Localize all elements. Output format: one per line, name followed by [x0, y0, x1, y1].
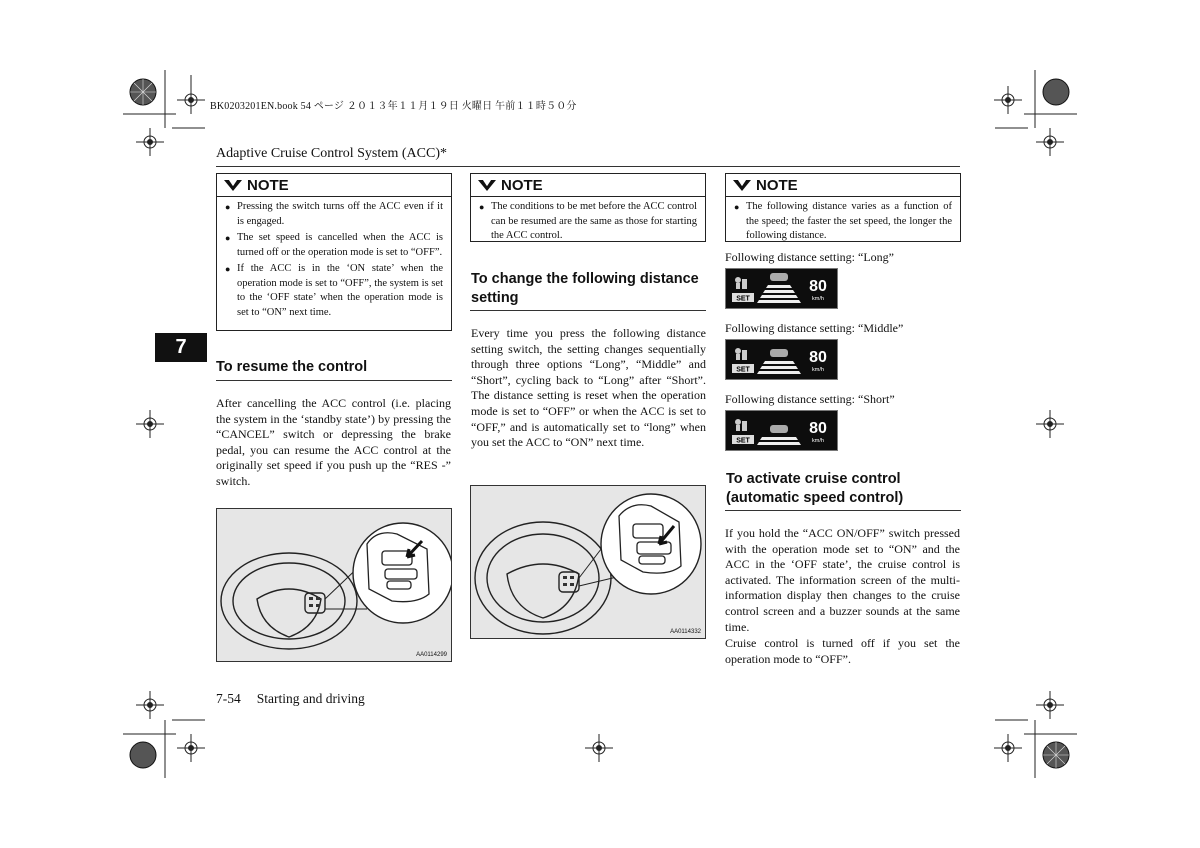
- steering-switch-figure-distance: [470, 485, 706, 639]
- steering-wheel-illustration: [471, 486, 706, 639]
- print-header-meta: BK0203201EN.book 54 ページ ２０１３年１１月１９日 火曜日 午前１１時５０分: [210, 101, 577, 112]
- setting-label-short: Following distance setting: “Short”: [725, 392, 895, 406]
- note-item: ● The following distance varies as a function of the speed; the faster the set speed, the longer the following distance.: [734, 200, 952, 244]
- display-middle: [725, 339, 838, 380]
- chapter-tab: 7: [155, 333, 207, 362]
- note-item: ● The conditions to be met before the ACC control can be resumed are the same as those for starting the ACC control.: [479, 200, 697, 244]
- speed-unit: km/h: [812, 438, 824, 444]
- speed-value: 80: [809, 349, 827, 366]
- heading-rule: [470, 310, 706, 311]
- page-number: 7-54: [216, 691, 241, 706]
- note-icon: [223, 178, 243, 192]
- car-icon: [770, 349, 788, 357]
- acc-display-graphic: [726, 340, 837, 379]
- steering-wheel-illustration: [217, 509, 452, 662]
- set-badge: SET: [736, 366, 750, 374]
- car-icon: [770, 425, 788, 433]
- note-item: ● The set speed is cancelled when the ACC is turned off or the operation mode is set to “OFF”.: [225, 231, 443, 260]
- figure-code: AA0114299: [416, 652, 447, 658]
- chapter-name: Starting and driving: [256, 691, 365, 706]
- set-badge: SET: [736, 295, 750, 303]
- car-icon: [770, 273, 788, 281]
- note-box-col1: [216, 173, 452, 331]
- paragraph-cruise-off: Cruise control is turned off if you set the operation mode to “OFF”.: [725, 636, 960, 666]
- figure-code: AA0114332: [670, 629, 701, 635]
- distance-bars: [757, 285, 801, 303]
- setting-label-middle: Following distance setting: “Middle”: [725, 321, 904, 335]
- note-label: NOTE: [756, 176, 798, 194]
- note-label: NOTE: [501, 176, 543, 194]
- paragraph-activate-cruise: If you hold the “ACC ON/OFF” switch pressed with the operation mode set to “ON” and the ACC in the ‘OFF state’, the cruise control is activated. The information screen of the multi-information display then changes to the cruise control screen and a buzzer sounds at the same time.: [725, 526, 960, 634]
- page-footer: [216, 691, 381, 707]
- heading-activate-cruise: To activate cruise control (automatic speed control): [726, 471, 904, 506]
- speed-unit: km/h: [812, 296, 824, 302]
- distance-bars: [757, 437, 801, 445]
- note-header: [217, 174, 451, 197]
- setting-label-long: Following distance setting: “Long”: [725, 250, 894, 264]
- acc-display-graphic: [726, 269, 837, 308]
- speed-unit: km/h: [812, 367, 824, 373]
- distance-bars: [757, 361, 801, 374]
- note-header: [726, 174, 960, 197]
- note-box-col3: [725, 173, 961, 242]
- heading-rule: [216, 380, 452, 381]
- display-short: [725, 410, 838, 451]
- speed-value: 80: [809, 420, 827, 437]
- note-icon: [477, 178, 497, 192]
- steering-switch-figure-res: [216, 508, 452, 662]
- speed-value: 80: [809, 278, 827, 295]
- note-box-col2: [470, 173, 706, 242]
- note-item: ● Pressing the switch turns off the ACC even if it is engaged.: [225, 200, 443, 229]
- note-icon: [732, 178, 752, 192]
- acc-display-graphic: [726, 411, 837, 450]
- set-badge: SET: [736, 437, 750, 445]
- heading-change-distance: To change the following distance setting: [471, 271, 699, 306]
- heading-rule: [725, 510, 961, 511]
- display-long: [725, 268, 838, 309]
- note-label: NOTE: [247, 176, 289, 194]
- section-title: Adaptive Cruise Control System (ACC)*: [216, 146, 447, 161]
- note-header: [471, 174, 705, 197]
- heading-resume-control: To resume the control: [216, 359, 368, 375]
- title-rule: [216, 166, 960, 167]
- paragraph-change-distance: Every time you press the following distance setting switch, the setting changes sequentially through three options “Long”, “Middle” and “Short”, cycling back to “Long” after “Short”. The distance setting is reset when the operation mode is set to “OFF” or when the ACC is set to “OFF,” and is automatically set to “long” when you set the ACC to “ON” next time.: [471, 326, 706, 450]
- paragraph-resume: After cancelling the ACC control (i.e. placing the system in the ‘standby state’) by pressing the “CANCEL” switch or depressing the brake pedal, you can resume the ACC control at the originally set speed if you push up the “RES -” switch.: [216, 396, 451, 488]
- note-item: ● If the ACC is in the ‘ON state’ when the operation mode is set to “OFF”, the system is set to the ‘OFF state’ when the operation mode is set to “ON” next time.: [225, 262, 443, 320]
